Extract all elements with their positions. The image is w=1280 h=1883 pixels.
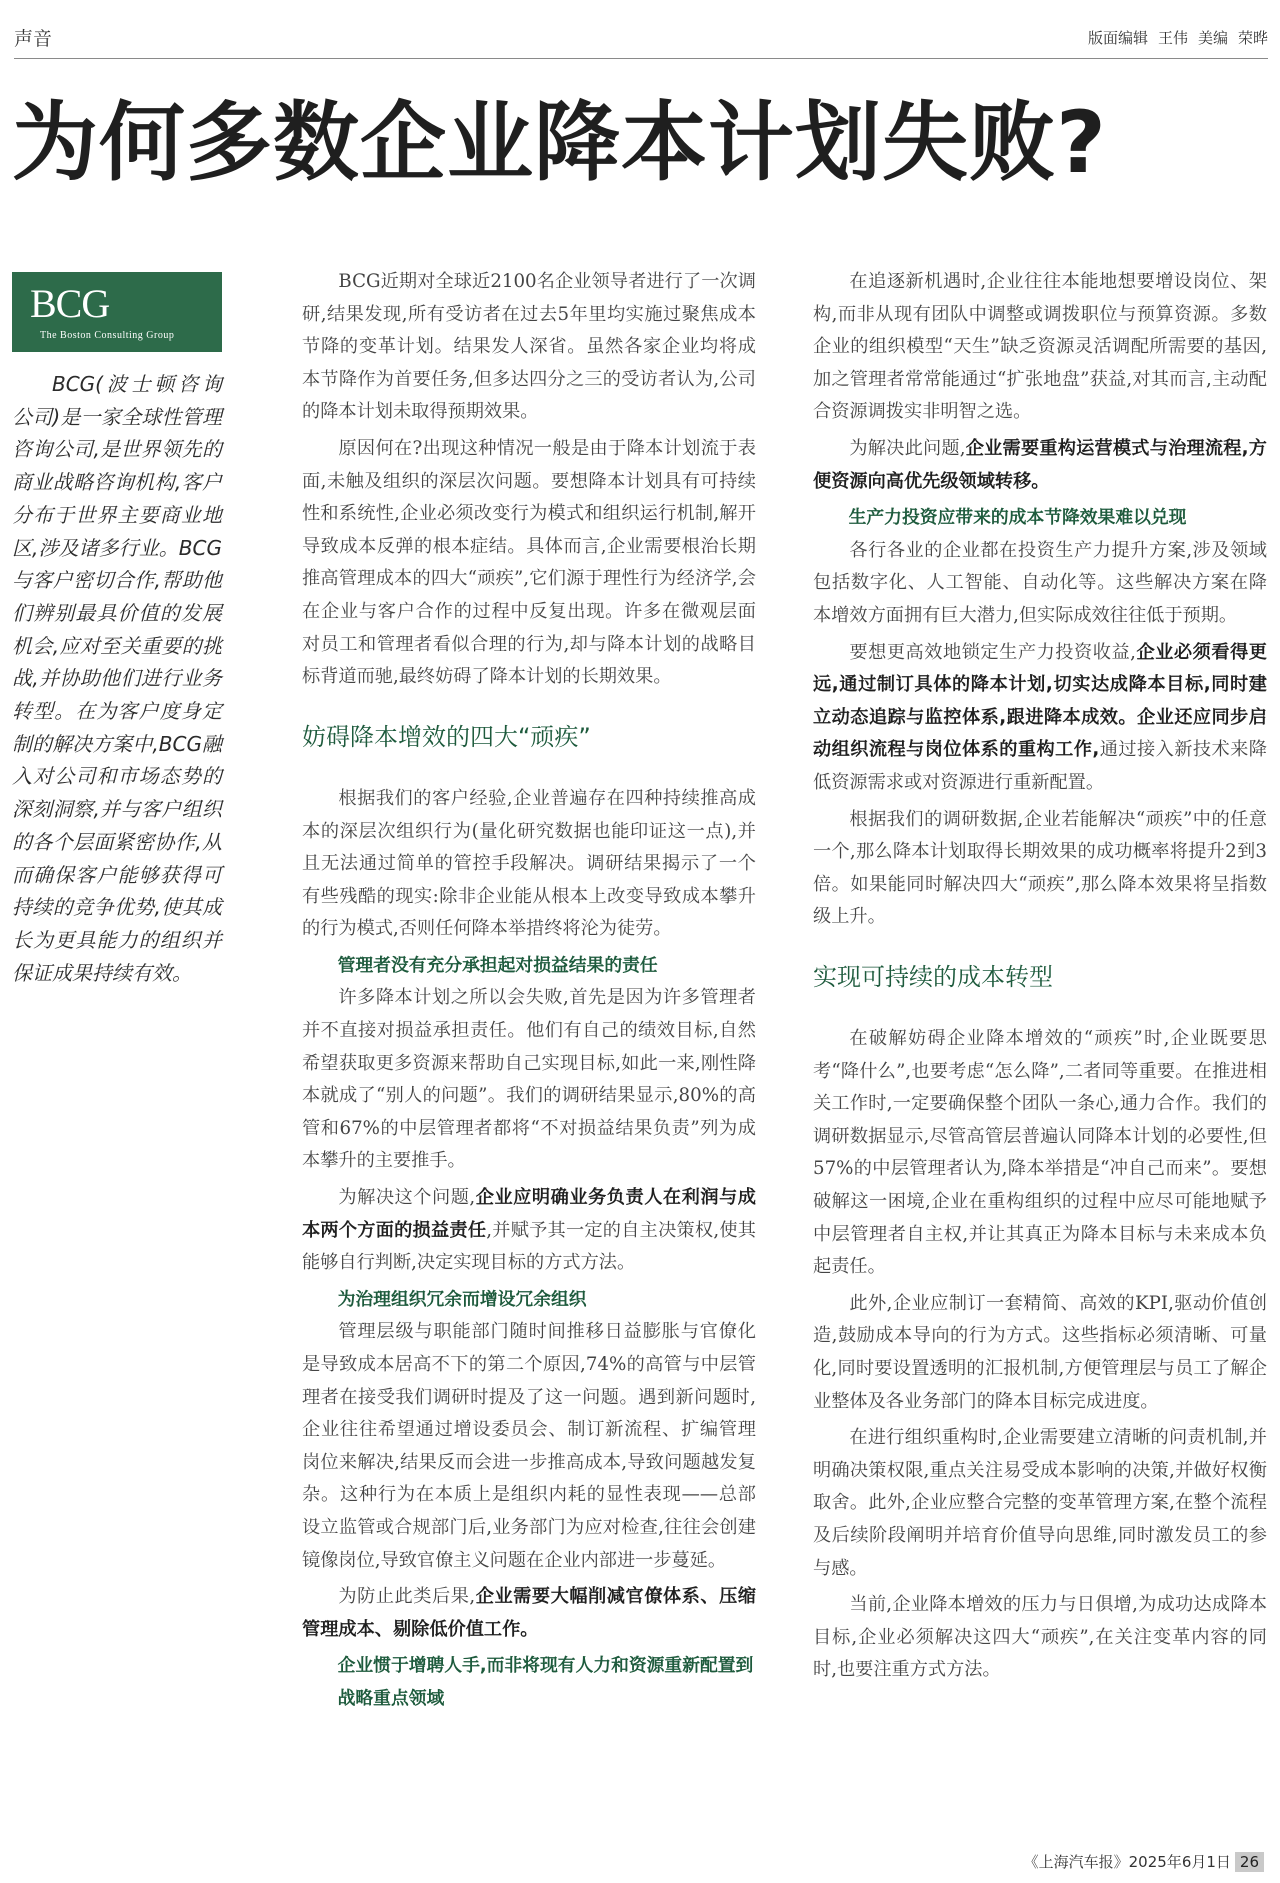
section-heading: 妨碍降本增效的四大“顽疾” (302, 722, 591, 751)
page-footer (1024, 1851, 1264, 1872)
publication-info: 《上海汽车报》2025年6月1日 (1023, 1853, 1231, 1871)
subheading: 生产力投资应带来的成本节降效果难以兑现 (848, 507, 1187, 529)
paragraph: 在进行组织重构时,企业需要建立清晰的问责机制,并明确决策权限,重点关注易受成本影响的决策,并做好权衡取舍。此外,企业应整合完整的变革管理方案,在整个流程及后续阶段阐明并培育价值导向思维,同时激发员工的参与感。 (813, 1427, 1267, 1579)
paragraph: 管理层级与职能部门随时间推移日益膨胀与官僚化是导致成本居高不下的第二个原因,74%的高管与中层管理者在接受我们调研时提及了这一问题。遇到新问题时,企业往往希望通过增设委员会、制订新流程、扩编管理岗位来解决,结果反而会进一步推高成本,导致问题越发复杂。这种行为在本质上是组织内耗的显性表现——总部设立监管或合规部门后,业务部门为应对检查,往往会创建镜像岗位,导致官僚主义问题在企业内部进一步蔓延。 (302, 1321, 756, 1571)
text-run: 通过接入新技术来降低资源需求或对资源进行重新配置。 (813, 739, 1267, 793)
paragraph: 许多降本计划之所以会失败,首先是因为许多管理者并不直接对损益承担责任。他们有自己的绩效目标,自然希望获取更多资源来帮助自己实现目标,如此一来,刚性降本就成了“别人的问题”。我们的调研结果显示,80%的高管和67%的中层管理者都将“不对损益结果负责”列为成本攀升的主要推手。 (302, 987, 756, 1172)
article-headline: 为何多数企业降本计划失败? (12, 93, 1107, 193)
emphasis: 企业必须看得更远,通过制订具体的降本计划,切实达成降本目标,同时建立动态追踪与监控体系,跟进降本成效。企业还应同步启动组织流程与岗位体系的重构工作, (813, 641, 1267, 761)
section-heading: 实现可持续的成本转型 (813, 962, 1053, 991)
company-intro: BCG(波士顿咨询公司)是一家全球性管理咨询公司,是世界领先的商业战略咨询机构,客户分布于世界主要商业地区,涉及诸多行业。BCG与客户密切合作,帮助他们辨别最具价值的发展机会,应对至关重要的挑战,并协助他们进行业务转型。在为客户度身定制的解决方案中,BCG融入对公司和市场态势的深刻洞察,并与客户组织的各个层面紧密协作,从而确保客户能够获得可持续的竞争优势,使其成长为更具能力的组织并保证成果持续有效。 (12, 372, 222, 985)
paragraph (302, 1581, 756, 1646)
credit-name-designer: 荣晔 (1237, 29, 1268, 47)
paragraph: 在追逐新机遇时,企业往往本能地想要增设岗位、架构,而非从现有团队中调整或调拨职位与预算资源。多数企业的组织模型“天生”缺乏资源灵活调配所需要的基因,加之管理者常常能通过“扩张地盘”获益,对其而言,主动配合资源调拨实非明智之选。 (813, 271, 1267, 423)
logo-subtitle: The Boston Consulting Group (40, 330, 175, 341)
emphasis: 企业需要重构运营模式与治理流程,方便资源向高优先级领域转移。 (813, 437, 1267, 492)
paragraph: 各行各业的企业都在投资生产力提升方案,涉及领域包括数字化、人工智能、自动化等。这些解决方案在降本增效方面拥有巨大潜力,但实际成效往往低于预期。 (813, 539, 1267, 626)
editor-credits (1078, 27, 1268, 48)
paragraph (813, 637, 1267, 800)
article-column-2 (813, 266, 1267, 1691)
section-tag: 声音 (14, 28, 53, 50)
credit-name-editor: 王伟 (1157, 29, 1188, 47)
logo-mark: BCG (30, 281, 110, 326)
paragraph: 原因何在?出现这种情况一般是由于降本计划流于表面,未触及组织的深层次问题。要想降本计划具有可持续性和系统性,企业必须改变行为模式和组织运行机制,解开导致成本反弹的根本症结。具体而言,企业需要根治长期推高管理成本的四大“顽疾”,它们源于理性行为经济学,会在企业与客户合作的过程中反复出现。许多在微观层面对员工和管理者看似合理的行为,却与降本计划的战略目标背道而驰,最终妨碍了降本计划的长期效果。 (302, 437, 756, 688)
text-run: 为解决此问题, (849, 437, 966, 459)
text-run: 为解决这个问题, (338, 1187, 476, 1209)
text-run: 要想更高效地锁定生产力投资收益, (849, 641, 1136, 663)
text-run: 为防止此类后果, (338, 1586, 476, 1608)
page-number: 26 (1235, 1852, 1264, 1872)
paragraph: 在破解妨碍企业降本增效的“顽疾”时,企业既要思考“降什么”,也要考虑“怎么降”,二者同等重要。在推进相关工作时,一定要确保整个团队一条心,通力合作。我们的调研数据显示,尽管高管层普遍认同降本计划的必要性,但57%的中层管理者认为,降本举措是“冲自己而来”。要想破解这一困境,企业在重构组织的过程中应尽可能地赋予中层管理者自主权,并让其真正为降本目标与未来成本负起责任。 (813, 1028, 1267, 1278)
credit-label-editor: 版面编辑 (1087, 29, 1148, 47)
subheading: 为治理组织冗余而增设冗余组织 (337, 1288, 587, 1310)
paragraph: 根据我们的客户经验,企业普遍存在四种持续推高成本的深层次组织行为(量化研究数据也能印证这一点),并且无法通过简单的管控手段解决。调研结果揭示了一个有些残酷的现实:除非企业能从根本上改变导致成本攀升的行为模式,否则任何降本举措终将沦为徒劳。 (302, 787, 756, 940)
subheading: 管理者没有充分承担起对损益结果的责任 (337, 954, 658, 976)
bcg-logo (12, 272, 222, 352)
paragraph: BCG近期对全球近2100名企业领导者进行了一次调研,结果发现,所有受访者在过去5年里均实施过聚焦成本节降的变革计划。结果发人深省。虽然各家企业均将成本节降作为首要任务,但多达四分之三的受访者认为,公司的降本计划未取得预期效果。 (302, 271, 756, 423)
text-run: ,并赋予其一定的自主决策权,使其能够自行判断,决定实现目标的方式方法。 (302, 1219, 756, 1274)
paragraph: 当前,企业降本增效的压力与日俱增,为成功达成降本目标,企业必须解决这四大“顽疾”,在关注变革内容的同时,也要注重方式方法。 (813, 1594, 1267, 1681)
credit-label-designer: 美编 (1197, 29, 1228, 47)
article-column-1 (302, 266, 756, 1716)
page-header (14, 18, 1268, 59)
subheading: 企业惯于增聘人手,而非将现有人力和资源重新配置到战略重点领域 (337, 1655, 754, 1709)
paragraph: 此外,企业应制订一套精简、高效的KPI,驱动价值创造,鼓励成本导向的行为方式。这些指标必须清晰、可量化,同时要设置透明的汇报机制,方便管理层与员工了解企业整体及各业务部门的降本目标完成进度。 (813, 1292, 1267, 1412)
emphasis: 企业需要大幅削减官僚体系、压缩管理成本、剔除低价值工作。 (302, 1586, 756, 1640)
paragraph (302, 1182, 756, 1280)
emphasis: 企业应明确业务负责人在利润与成本两个方面的损益责任 (302, 1187, 756, 1241)
paragraph (813, 433, 1267, 498)
paragraph: 根据我们的调研数据,企业若能解决“顽疾”中的任意一个,那么降本计划取得长期效果的成功概率将提升2到3倍。如果能同时解决四大“顽疾”,那么降本效果将呈指数级上升。 (813, 808, 1267, 928)
